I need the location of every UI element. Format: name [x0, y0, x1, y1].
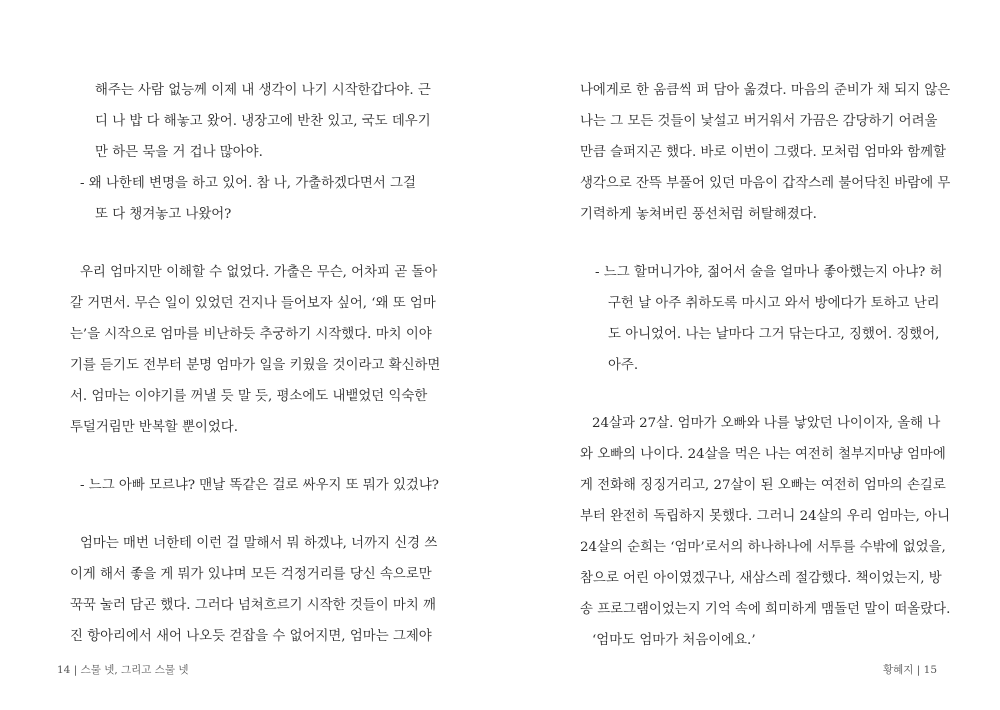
page-footer: 14 | 스물 넷, 그리고 스물 넷: [57, 664, 189, 676]
text-line: 또 다 챙겨놓고 나왔어?: [95, 207, 232, 222]
text-line: 투덜거림만 반복할 뿐이었다.: [70, 420, 238, 435]
text-line: 부터 완전히 독립하지 못했다. 그러니 24살의 우리 엄마는, 아니: [580, 509, 951, 524]
text-line: 엄마는 매번 너한테 이런 걸 말해서 뭐 하겠냐, 너까지 신경 쓰: [80, 536, 438, 551]
text-line: 구헌 날 아주 취하도록 마시고 와서 방에다가 토하고 난리: [608, 296, 940, 311]
text-line: 24살의 순희는 ‘엄마’로서의 하나하나에 서투를 수밖에 없었을,: [580, 540, 946, 555]
text-line: ‘엄마도 엄마가 처음이에요.’: [592, 633, 756, 648]
text-line: 도 아니었어. 나는 날마다 그거 닦는다고, 징했어. 징했어,: [608, 327, 940, 342]
text-line: 나는 그 모든 것들이 낯설고 버거워서 가끔은 감당하기 어려울: [580, 114, 938, 129]
text-line: 생각으로 잔뜩 부풀어 있던 마음이 갑작스레 불어닥친 바람에 무: [580, 176, 951, 191]
text-line: 24살과 27살. 엄마가 오빠와 나를 낳았던 나이이자, 올해 나: [592, 416, 941, 431]
page-footer: 황혜지 | 15: [883, 664, 938, 676]
text-line: 송 프로그램이었는지 기억 속에 희미하게 맴돌던 말이 떠올랐다.: [580, 602, 951, 617]
text-line: 기를 듣기도 전부터 분명 엄마가 일을 키웠을 것이라고 확신하면: [70, 358, 441, 373]
text-line: 서. 엄마는 이야기를 꺼낼 듯 말 듯, 평소에도 내뱉었던 익숙한: [70, 389, 428, 404]
text-line: 기력하게 놓쳐버린 풍선처럼 허탈해졌다.: [580, 207, 817, 222]
text-line: 나에게로 한 움큼씩 퍼 담아 옮겼다. 마음의 준비가 채 되지 않은: [580, 83, 951, 98]
text-line: 참으로 어린 아이였겠구나, 새삼스레 절감했다. 책이었는지, 방: [580, 571, 942, 586]
text-line: 우리 엄마지만 이해할 수 없었다. 가출은 무슨, 어차피 곧 돌아: [80, 265, 438, 280]
text-line: 꾹꾹 눌러 담곤 했다. 그러다 넘쳐흐르기 시작한 것들이 마치 깨: [70, 598, 436, 613]
text-line: 아주.: [608, 358, 639, 373]
text-line: 디 나 밥 다 해놓고 왔어. 냉장고에 반찬 있고, 국도 데우기: [95, 114, 431, 129]
text-line: 는’을 시작으로 엄마를 비난하듯 추궁하기 시작했다. 마치 이야: [70, 327, 432, 342]
text-line: 게 전화해 징징거리고, 27살이 된 오빠는 여전히 엄마의 손길로: [580, 478, 946, 493]
text-line: - 왜 나한테 변명을 하고 있어. 참 나, 가출하겠다면서 그걸: [80, 176, 416, 191]
text-line: 진 항아리에서 새어 나오듯 걷잡을 수 없어지면, 엄마는 그제야: [70, 629, 432, 644]
text-line: 와 오빠의 나이다. 24살을 먹은 나는 여전히 철부지마냥 엄마에: [580, 447, 946, 462]
text-line: - 느그 할머니가야, 젊어서 술을 얼마나 좋아했는지 아냐? 허: [595, 265, 943, 280]
text-line: 만큼 슬퍼지곤 했다. 바로 이번이 그랬다. 모처럼 엄마와 함께할: [580, 145, 946, 160]
right-page: [500, 0, 1000, 710]
text-line: 만 하믄 묵을 거 겁나 많아야.: [95, 145, 263, 160]
text-line: - 느그 아빠 모르냐? 맨날 똑같은 걸로 싸우지 또 뭐가 있겄냐?: [80, 478, 439, 493]
text-line: 이게 해서 좋을 게 뭐가 있냐며 모든 걱정거리를 당신 속으로만: [70, 567, 432, 582]
text-line: 해주는 사람 없능께 이제 내 생각이 나기 시작한갑다야. 근: [95, 83, 431, 98]
text-line: 갈 거면서. 무슨 일이 있었던 건지나 들어보자 싶어, ‘왜 또 엄마: [70, 296, 436, 311]
